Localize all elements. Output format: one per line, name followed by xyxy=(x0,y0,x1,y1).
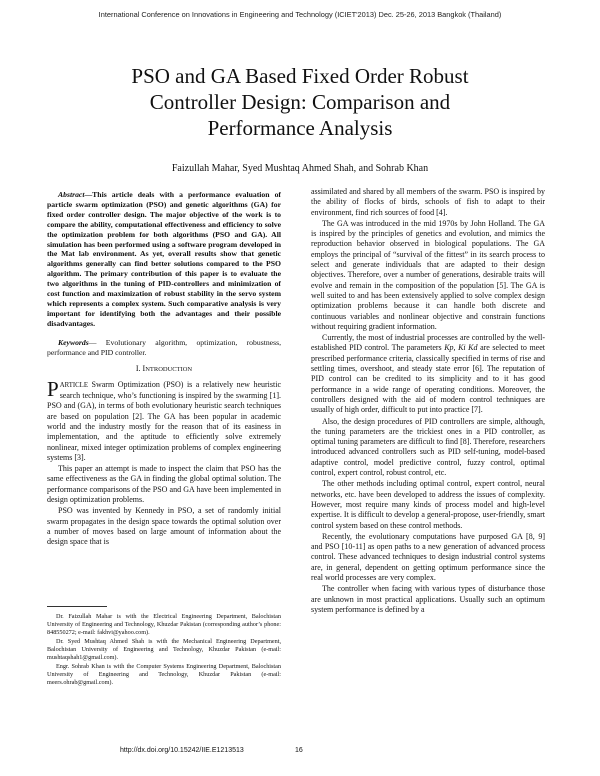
left-column xyxy=(47,190,281,549)
section-initial: I xyxy=(142,363,146,373)
footnote-3: Engr. Sohrab Khan is with the Computer Systems Engineering Department, Balochistan University of Engineering and Technology, Khuzdar Pakistan (e-mail: meers.ohrab@gmail.com). xyxy=(47,663,281,686)
keywords xyxy=(47,338,281,358)
intro-smallcaps: ARTICLE xyxy=(59,381,88,389)
abstract-label: Abstract xyxy=(58,190,85,199)
title-line-3: Performance Analysis xyxy=(207,116,393,140)
drop-cap: P xyxy=(47,376,59,401)
conference-header: International Conference on Innovations in Engineering and Technology (ICIET'2013) Dec. 25-26, 2013 Bangkok (Thailand) xyxy=(98,10,502,19)
title-line-2: Controller Design: Comparison and xyxy=(149,90,451,114)
keywords-text: — Evolutionary algorithm, optimization, robustness, performance and PID controller. xyxy=(47,337,281,357)
abstract-text: —This article deals with a performance evaluation of particle swarm optimization (PSO) and genetic algorithms (GA) for fixed order controller design. The major objective of the work is to compare the ability, computational effectiveness and efficiency to solve the optimization problem for both algorithms (PSO and GA). All simulation has been performed using a software program developed in the Mat lab environment. As yet, overall results show that genetic algorithms generally can find better solutions compared to the PSO algorithm. The primary contribution of this paper is to evaluate the two algorithms in the tuning of PID-controllers and minimization of cost function and maximization of robust stability in the servo system which represents a complex system. Such comparative analysis is very important for identifying both the advantages and their possible disadvantages. xyxy=(47,190,281,328)
footnote-1: Dr. Faizullah Mahar is with the Electrical Engineering Department, Balochistan University of Engineering and Technology, Khuzdar Pakistan (corresponding author’s phone: 848550272; e-mail: fakhvi@yahoo.com). xyxy=(47,613,281,636)
intro-paragraph-1-text: Swarm Optimization (PSO) is a relatively new heuristic search technique, who’s functioning is inspired by the swarming [1]. PSO and (GA), in terms of both evolutionary heuristic search techniques are based on population [2]. The GA has been popular in academic world and the industry mostly for the reason that of its easiness in implementation, and the aptitude to efficiently solve extremely nonlinear, mixed integer optimization problems of complex engineering systems [3]. xyxy=(47,379,281,462)
keywords-label: Keywords xyxy=(58,337,89,347)
body-paragraph-4: Also, the design procedures of PID controllers are simple, although, the tuning parameters are the trickiest ones in a PID controller, as optimal tuning parameters are difficult to find [8]. Therefore, researchers introduced advanced controllers such as PID self-tuning, model-based adaptive control, model predictive control, fuzzy control, optimal control, expert control, robust control, etc. xyxy=(311,416,545,478)
footnote-2: Dr. Syed Mushtaq Ahmed Shah is with the Mechanical Engineering Department, Balochistan University of Engineering and Technology, Khuzdar Pakistan (e-mail: mushtaqshah1@gmail.com). xyxy=(47,638,281,661)
author-footnotes xyxy=(47,613,281,688)
intro-paragraph-2: This paper an attempt is made to inspect the claim that PSO has the same effectiveness as the GA in finding the global optimal solution. The performance comparisons of the PSO and GA have been implemented in design optimization problems. xyxy=(47,464,281,505)
body-paragraph-1: assimilated and shared by all members of the swarm. PSO is inspired by the ability of flocks of birds, schools of fish to adapt to their environment, find rich sources of food [4]. xyxy=(311,187,545,217)
intro-paragraph-3: PSO was invented by Kennedy in PSO, a set of randomly initial swarm propagates in the design space towards the optimal solution over a number of moves based on large amount of information about the design space that is xyxy=(47,506,281,547)
page-number: 16 xyxy=(295,747,303,754)
body-paragraph-3-a: Currently, the most of industrial processes are controlled by the well-established PID control. The parameters xyxy=(311,333,545,353)
body-paragraph-3-b: are selected to meet prescribed performance criteria, classically specified in terms of rise and settling times, overshoot, and steady state error [6]. The reputation of PID control can be credited to its simplicity and to it has good performance in a wide range of operating conditions. Moreover, the controllers designed with the aid of modern control techniques are usually of high order, difficult to put into practice [7]. xyxy=(311,343,546,415)
author-list: Faizullah Mahar, Syed Mushtaq Ahmed Shah, and Sohrab Khan xyxy=(171,163,429,174)
abstract xyxy=(47,190,281,329)
footnote-divider xyxy=(47,606,107,607)
body-paragraph-2: The GA was introduced in the mid 1970s by John Holland. The GA is inspired by the principles of genetics and evolution, and mimics the reproduction behavior observed in biological populations. The GA employs the principal of “survival of the fittest” in its search process to select and generate individuals that are adapted to their design objectives. Therefore, over a number of generations, desirable traits will evolve and remain in the composition of the population [5]. The GA is well suited to and has been extensively applied to solve complex design optimization problems because it can handle both discrete and continuous variables and nonlinear objective and constrain functions without requiring gradient information. xyxy=(311,218,545,331)
body-paragraph-3 xyxy=(311,333,545,415)
body-paragraph-7: The controller when facing with various types of disturbance those are unknown in most practical applications. Usually such an optimum system performance is defined by a xyxy=(311,584,545,614)
pid-parameters: Kp, Ki Kd xyxy=(444,343,478,353)
intro-paragraph-1 xyxy=(47,376,281,463)
body-paragraph-6: Recently, the evolutionary computations have purposed GA [8, 9] and PSO [10-11] as open paths to a new generation of advanced process control. These advanced techniques to design industrial control systems are, in general, dependent on getting optimum performance since the real world processes are very complex. xyxy=(311,531,545,582)
section-heading-introduction xyxy=(47,364,281,375)
title-line-1: PSO and GA Based Fixed Order Robust xyxy=(131,64,469,88)
section-number: I. xyxy=(135,363,143,373)
body-paragraph-5: The other methods including optimal control, expert control, neural networks, etc. have been developed to address the issues of complexity. However, most require many kinds of process model and high-level expertise. It is difficult to develop a general-propose, user-friendly, smart control system based on these control methods. xyxy=(311,479,545,530)
section-title-rest: NTRODUCTION xyxy=(145,365,193,373)
paper-title xyxy=(60,63,540,141)
right-column xyxy=(311,187,545,616)
doi-link[interactable]: http://dx.doi.org/10.15242/IIE.E1213513 xyxy=(120,747,244,754)
